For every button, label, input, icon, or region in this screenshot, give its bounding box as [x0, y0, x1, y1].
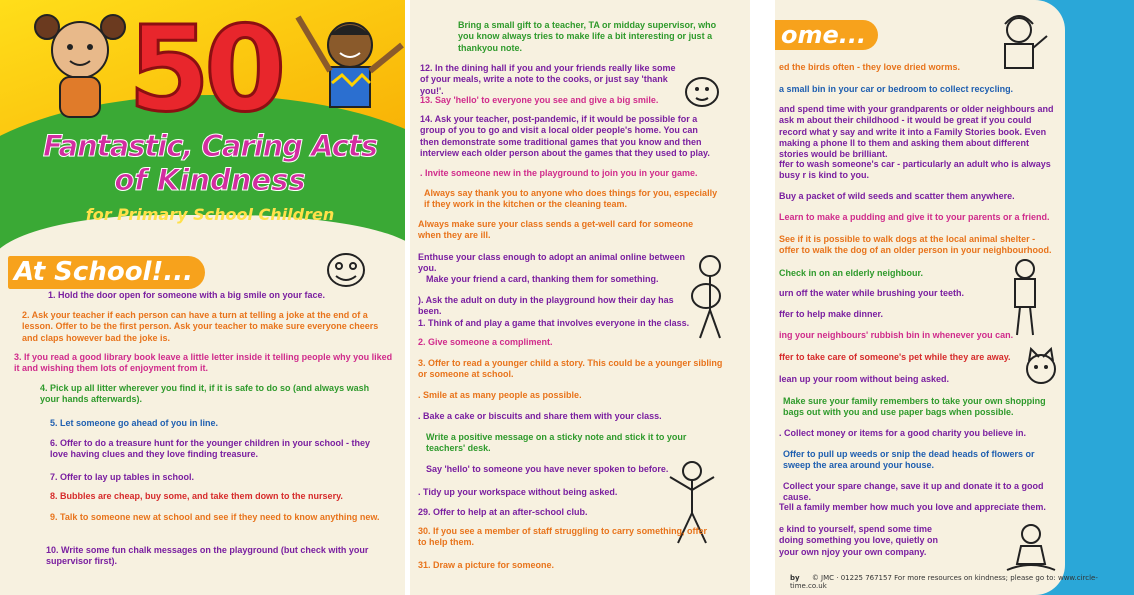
title-line-2: of Kindness: [114, 163, 306, 197]
list-item: a small bin in your car or bedroom to collect recycling.: [779, 84, 1014, 94]
section-heading-home: ome...: [775, 20, 878, 50]
list-item: See if it is possible to walk dogs at the local animal shelter - offer to walk the dog of an older person in your neighbourhood.: [779, 234, 1052, 256]
list-item: 10. Write some fun chalk messages on the playground (but check with your supervisor first).: [46, 545, 369, 567]
section-heading-school: At School!...: [8, 256, 205, 289]
list-item: Check in on an elderly neighbour.: [779, 268, 924, 278]
panel-at-school: [0, 0, 410, 595]
panel-at-home: [775, 0, 1134, 595]
list-item: 12. In the dining hall if you and your friends really like some of your meals, write a note to the cooks, or just say 'thank you!'.: [420, 63, 676, 96]
list-item: Always say thank you to anyone who does things for you, especially if they work in the kitchen or the cleaning team.: [424, 188, 718, 210]
list-item: Bring a small gift to a teacher, TA or midday supervisor, who you know always tries to make life a bit interesting or just a thankyou note.: [458, 20, 717, 53]
list-item: e kind to yourself, spend some time doing something you love, quietly on your own njoy your own company.: [779, 524, 939, 557]
face-doodle-icon: [322, 248, 370, 292]
list-item: Collect your spare change, save it up and donate it to a good cause.: [783, 481, 1044, 503]
list-item: 2. Ask your teacher if each person can have a turn at telling a joke at the end of a lesson. Offer to be the first person. Ask your teacher to make sure everyone cheers and claps however bad the joke is.: [22, 310, 379, 343]
list-item: . Collect money or items for a good charity you believe in.: [779, 428, 1027, 438]
page-footer: [790, 574, 1134, 590]
list-item: Make your friend a card, thanking them for something.: [426, 274, 659, 284]
big-number-50: 50: [128, 0, 281, 138]
list-item: 3. If you read a good library book leave a little letter inside it telling people why you liked it and wishing them lots of enjoyment from it.: [14, 352, 393, 374]
list-item: Learn to make a pudding and give it to your parents or a friend.: [779, 212, 1050, 222]
panel-school-continued: [410, 0, 770, 595]
list-item: Buy a packet of wild seeds and scatter them anywhere.: [779, 191, 1015, 201]
list-item: Say 'hello' to someone you have never spoken to before.: [426, 464, 669, 474]
list-item: Write a positive message on a sticky note and stick it to your teachers' desk.: [426, 432, 687, 454]
list-item: 31. Draw a picture for someone.: [418, 560, 555, 570]
list-item: 4. Pick up all litter wherever you find it, if it is safe to do so (and always wash your hands afterwards).: [40, 383, 370, 405]
list-item: Always make sure your class sends a get-well card for someone when they are ill.: [418, 219, 694, 241]
list-item: Enthuse your class enough to adopt an animal online between you.: [418, 252, 686, 274]
list-item: 29. Offer to help at an after-school club.: [418, 507, 588, 517]
list-item: ffer to help make dinner.: [779, 309, 884, 319]
footer-text: © JMC · 01225 767157 For more resources on kindness; please go to: www.circle-time.co.uk: [790, 574, 1098, 590]
list-item: ffer to wash someone's car - particularly an adult who is always busy r is kind to you.: [779, 159, 1051, 181]
list-item: 1. Think of and play a game that involves everyone in the class.: [418, 318, 690, 328]
list-item: 13. Say 'hello' to everyone you see and give a big smile.: [420, 95, 659, 105]
title-line-1: Fantastic, Caring Acts: [43, 129, 377, 163]
list-item: 9. Talk to someone new at school and see if they need to know anything new.: [50, 512, 380, 522]
boy-illustration: [290, 5, 410, 125]
list-item: ffer to take care of someone's pet while they are away.: [779, 352, 1011, 362]
list-item: Make sure your family remembers to take your own shopping bags out with you and use paper bags when possible.: [783, 396, 1046, 418]
list-item: 14. Ask your teacher, post-pandemic, if it would be possible for a group of you to go and visit a local older people's home. You can then demonstrate some traditional games that you know and then interview each older person about the games that they used to play.: [420, 114, 710, 158]
list-item: ). Ask the adult on duty in the playground how their day has been.: [418, 295, 674, 317]
list-item: ing your neighbours' rubbish bin in whenever you can.: [779, 330, 1014, 340]
list-item: . Bake a cake or biscuits and share them with your class.: [418, 411, 662, 421]
list-item: urn off the water while brushing your teeth.: [779, 288, 965, 298]
list-item: and spend time with your grandparents or older neighbours and ask m about their childhood - it would be great if you could record what y say and write it into a Family Stories book. Even making a phone ll to them and asking them about different stories would be brilliant.: [779, 104, 1054, 159]
list-item: lean up your room without being asked.: [779, 374, 950, 384]
girl-illustration: [25, 5, 135, 125]
cat-illustration: [1019, 345, 1063, 391]
list-item: 2. Give someone a compliment.: [418, 337, 553, 347]
meditating-child-illustration: [1001, 520, 1061, 578]
list-item: 6. Offer to do a treasure hunt for the younger children in your school - they love having clues and they love finding treasure.: [50, 438, 371, 460]
list-item: ed the birds often - they love dried worms.: [779, 62, 961, 72]
list-item: 3. Offer to read a younger child a story. This could be a younger sibling or someone at school.: [418, 358, 723, 380]
list-item: 1. Hold the door open for someone with a big smile on your face.: [48, 290, 326, 300]
list-item: . Tidy up your workspace without being asked.: [418, 487, 618, 497]
list-item: Offer to pull up weeds or snip the dead heads of flowers or sweep the area around your house.: [783, 449, 1035, 471]
list-item: 8. Bubbles are cheap, buy some, and take them down to the nursery.: [50, 491, 343, 501]
list-item: . Invite someone new in the playground to join you in your game.: [420, 168, 698, 178]
list-item: . Smile at as many people as possible.: [418, 390, 582, 400]
list-item: 5. Let someone go ahead of you in line.: [50, 418, 219, 428]
list-item: Tell a family member how much you love and appreciate them.: [779, 502, 1046, 512]
subtitle: for Primary School Children: [85, 205, 335, 224]
list-item: 30. If you see a member of staff struggling to carry something, offer to help them.: [418, 526, 708, 548]
footer-prefix: by: [790, 574, 800, 582]
list-item: 7. Offer to lay up tables in school.: [50, 472, 195, 482]
child-illustration: [1005, 255, 1045, 340]
